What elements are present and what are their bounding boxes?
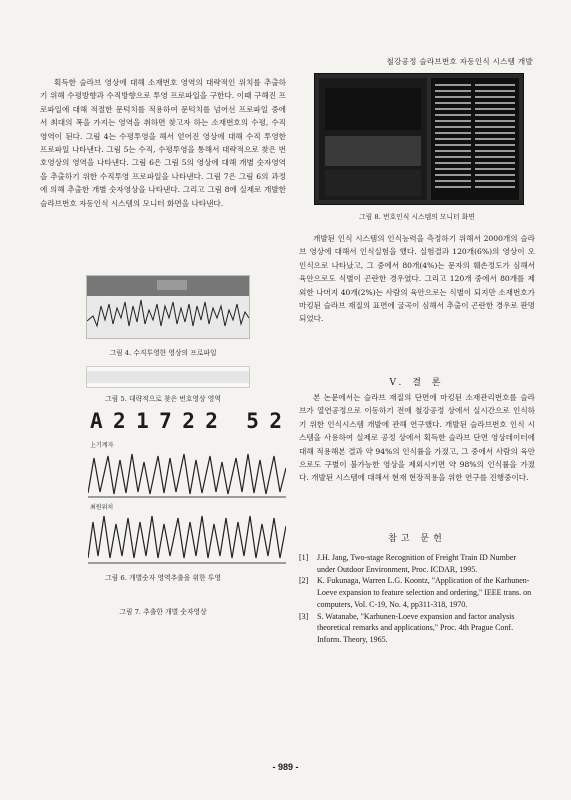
figure-4-caption: 그림 4. 수직투영한 영상의 프로파일 — [109, 349, 217, 357]
figure-7-caption: 그림 7. 추출한 개별 숫자영상 — [119, 608, 207, 616]
reference-item: [2] K. Fukunaga, Warren L.G. Koontz, "Application of the Karhunen-Loeve expansion to feature selection and ordering," IEEE trans. on computers, Vol. C-19, No. 4, pp311-318, 1970. — [299, 576, 532, 609]
reference-item: [1] J.H. Jang, Two-stage Recognition of Freight Train ID Number under Outdoor Environment, Proc. ICDAR, 1995. — [299, 553, 517, 574]
digit: 2 — [205, 409, 222, 433]
paragraph: 획득한 슬라브 영상에 대해 소재번호 영역의 대략적인 위치를 추출하기 위해 수평방향과 수직방향으로 투영 프로파일을 구한다. 이때 구해진 프로파일에 대해 적절한 문턱치를 적용하여 문턱치를 넘어선 프로파일 중에서 최대의 폭을 가지는 영역을 취하면 찾고자 하는 소재번호의 수평, 수직 영역이 된다. 그림 4는 수평투영을 해서 얻어진 영상에 대해 수직 투영한 프로파일 나타낸다. 그림 5는 수직, 수평투영을 통해서 대략적으로 찾은 번호영상의 영역을 나타낸다. 그림 6은 그림 5의 영상에 대해 개별 숫자영역을 추출하기 위한 수직투영 프로파일을 나타낸다. 그림 7은 그림 6의 과정에 의해 추출한 개별 숫자영상을 나타낸다. 그리고 그림 8에 실제로 개발한 슬라브번호 자동인식 시스템의 모니터 화면을 나타낸다. — [40, 78, 286, 208]
digit: 2 — [269, 409, 286, 433]
digit: 2 — [182, 409, 199, 433]
paragraph: 본 논문에서는 슬라브 재질의 단면에 마킹된 소재관리번호를 슬라브가 열연공정으로 이동하기 전에 철강공정 상에서 실시간으로 인식하기 위한 인식시스템 개발에 관해 연구했다. 개발된 슬라브번호 인식 시스템을 사용하여 실제로 공정 상에서 획득한 슬라브 단면 영상데이터에 대해 적용해본 결과 약 94%의 인식률을 가졌고, 그 중에서 사람의 육안으로도 구별이 불가능한 영상을 제외시키면 약 98%의 인식률을 가졌다. 개발된 시스템에 대해서 현재 현장적용을 위한 연구를 진행중이다. — [299, 393, 535, 483]
figure-8-monitor-screenshot — [314, 73, 524, 205]
digit: 5 — [246, 409, 263, 433]
reference-list — [299, 552, 535, 646]
section-heading-conclusion: V. 결 론 — [389, 378, 445, 388]
digit: 2 — [113, 409, 130, 433]
page-number: - 989 - — [272, 762, 299, 772]
figure-4-profile-image — [86, 275, 250, 339]
figure-5-number-region-image — [86, 366, 250, 388]
left-body-text — [40, 76, 286, 210]
figure-6-caption: 그림 6. 개별숫자 영역추출을 위한 투영 — [105, 574, 221, 582]
right-body-text-2 — [299, 391, 535, 485]
reference-item: [3] S. Watanabe, "Karhunen-Loeve expansion and factor analysis theoretical remarks and applications," Proc. 4th Prague Conf. Inform. Theory, 1965. — [299, 611, 515, 644]
paragraph: 개발된 인식 시스템의 인식능력을 측정하기 위해서 2000개의 슬라브 영상에 대해서 인식실험을 했다. 실험결과 120개(6%)의 영상이 오 인식으로 나타났고, 그 중에서 80개(4%)는 문자의 훼손정도가 심해서 육안으로도 식별이 곤란한 경우였다. 그리고 120개 중에서 80개를 제외한 나머지 40개(2%)는 사람의 육안으로는 식별이 되지만 소재번호가 마킹된 슬라브 재질의 표면에 굴곡이 심해서 추출이 곤란한 경우로 판명되었다. — [299, 234, 535, 324]
running-header: 철강공정 슬라브번호 자동인식 시스템 개발 — [386, 57, 533, 66]
digit: A — [90, 409, 107, 433]
section-heading-references: 참고 문헌 — [388, 534, 446, 544]
figure-6-projection-bottom — [88, 510, 286, 564]
digit: 1 — [136, 409, 153, 433]
figure-6-bottom-label: 최원위치 — [90, 504, 114, 511]
figure-6-projection-top — [88, 448, 286, 498]
figure-6-top-label: 上기계자 — [90, 442, 114, 449]
digit: 7 — [159, 409, 176, 433]
right-body-text-1 — [299, 232, 535, 326]
figure-6-digit-strip — [90, 409, 286, 433]
figure-5-caption: 그림 5. 대략적으로 찾은 번호영상 영역 — [105, 395, 221, 403]
figure-8-caption: 그림 8. 번호인식 시스템의 모니터 화면 — [359, 213, 475, 221]
